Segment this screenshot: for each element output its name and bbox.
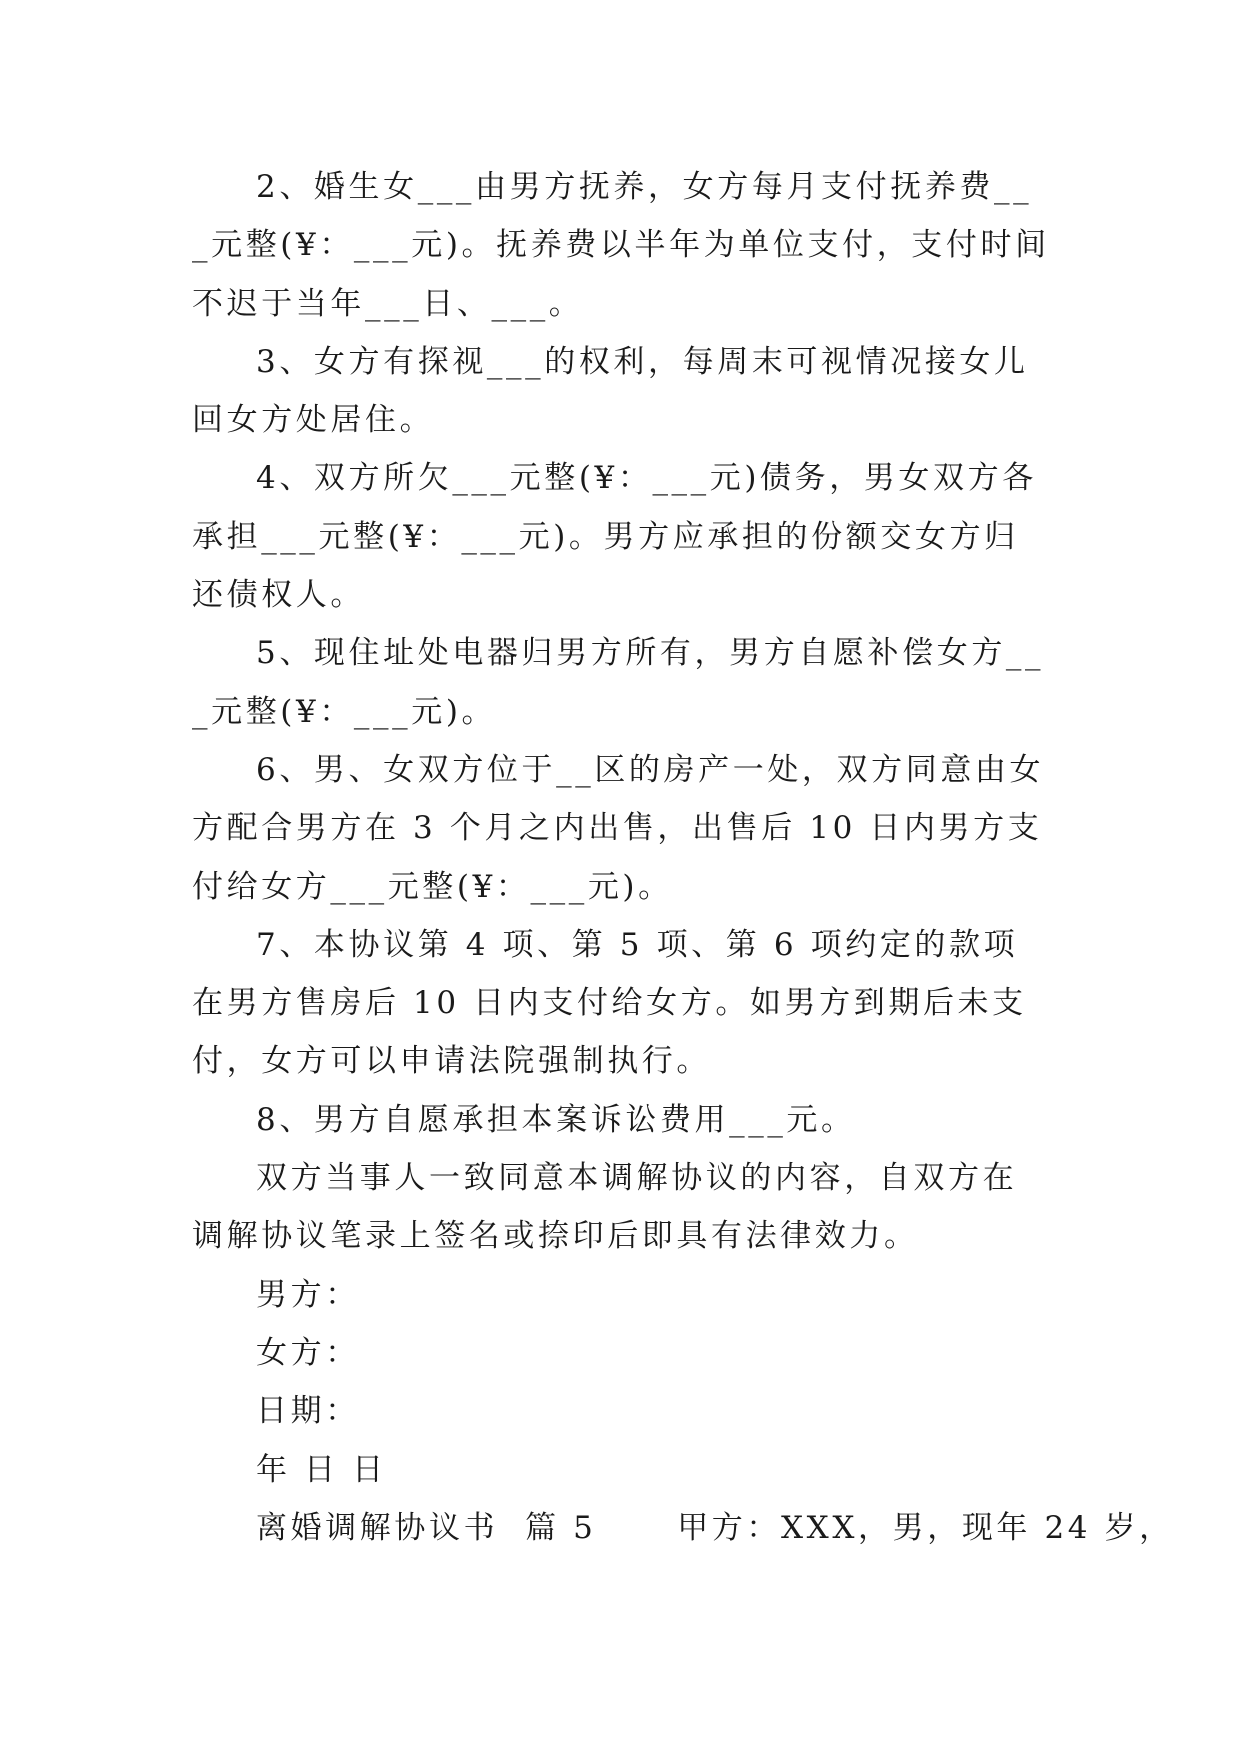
date-line: 年 日 日 [256,1451,387,1488]
clause-4: 4、双方所欠___元整(¥：___元)债务，男女双方各承担___元整(¥：___元)。男方应承担的份额交女方归还债权人。 [192,460,1037,614]
effect-statement: 双方当事人一致同意本调解协议的内容，自双方在调解协议笔录上签名或捺印后即具有法律效力。 [192,1160,1018,1255]
clause-8: 8、男方自愿承担本案诉讼费用___元。 [256,1101,856,1138]
male-signature-label: 男方： [256,1276,360,1313]
female-signature-label: 女方： [256,1334,360,1371]
clause-5: 5、现住址处电器归男方所有，男方自愿补偿女方___元整(¥：___元)。 [192,635,1045,730]
clause-2: 2、婚生女___由男方抚养，女方每月支付抚养费___元整(¥：___元)。抚养费以半年为单位支付，支付时间不迟于当年___日、___。 [192,169,1050,322]
clause-6: 6、男、女双方位于__区的房产一处，双方同意由女方配合男方在 3 个月之内出售，出售后 10 日内男方支付给女方___元整(¥：___元)。 [192,751,1045,905]
document-page [192,158,1174,1557]
next-section-line: 离婚调解协议书 篇 5 甲方：XXX，男，现年 24 岁， [256,1509,1174,1546]
clause-7: 7、本协议第 4 项、第 5 项、第 6 项约定的款项在男方售房后 10 日内支付给女方。如男方到期后未支付，女方可以申请法院强制执行。 [192,926,1027,1080]
clause-3: 3、女方有探视___的权利，每周末可视情况接女儿回女方处居住。 [192,343,1029,439]
date-label: 日期： [256,1393,360,1430]
